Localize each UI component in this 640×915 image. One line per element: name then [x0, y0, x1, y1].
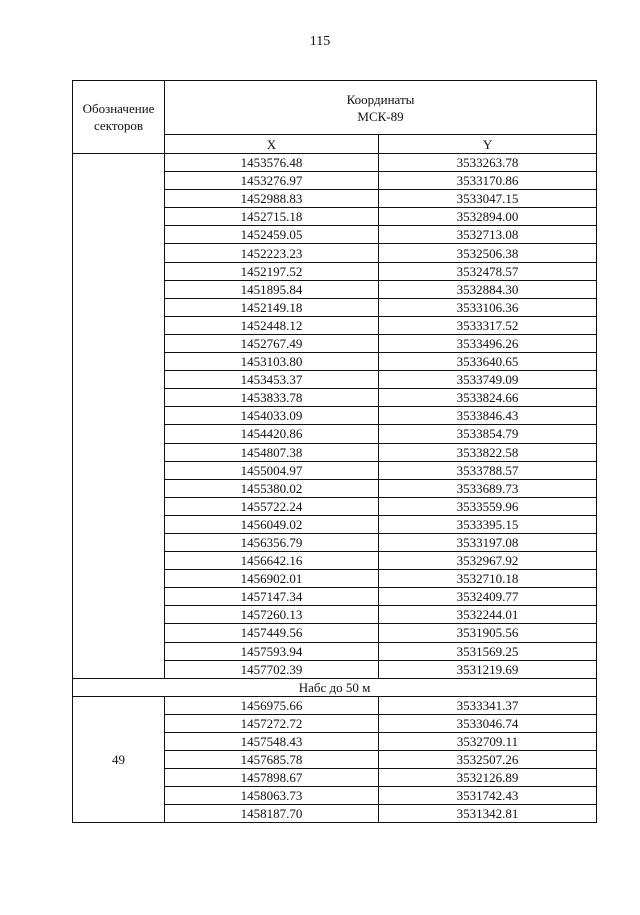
y-cell: 3533317.52 [379, 316, 597, 334]
y-cell: 3531342.81 [379, 805, 597, 823]
y-cell: 3533046.74 [379, 714, 597, 732]
x-cell: 1454033.09 [165, 407, 379, 425]
y-cell: 3532244.01 [379, 606, 597, 624]
page-number: 115 [309, 34, 331, 49]
x-cell: 1457147.34 [165, 588, 379, 606]
x-cell: 1456902.01 [165, 570, 379, 588]
y-cell: 3531905.56 [379, 624, 597, 642]
y-cell: 3533822.58 [379, 443, 597, 461]
coordinate-system: МСК-89 [357, 108, 404, 124]
y-cell: 3532126.89 [379, 769, 597, 787]
x-cell: 1454807.38 [165, 443, 379, 461]
x-cell: 1456642.16 [165, 552, 379, 570]
sector-id: 49 [73, 696, 165, 823]
y-cell: 3531742.43 [379, 787, 597, 805]
x-cell: 1458063.73 [165, 787, 379, 805]
x-cell: 1455722.24 [165, 497, 379, 515]
y-cell: 3532894.00 [379, 208, 597, 226]
x-cell: 1453833.78 [165, 389, 379, 407]
x-cell: 1457260.13 [165, 606, 379, 624]
x-cell: 1453103.80 [165, 353, 379, 371]
y-column-header: Y [379, 135, 597, 154]
x-cell: 1454420.86 [165, 425, 379, 443]
table-row [73, 696, 597, 714]
x-column-header: X [165, 135, 379, 154]
y-cell: 3533854.79 [379, 425, 597, 443]
x-cell: 1452223.23 [165, 244, 379, 262]
x-cell: 1452197.52 [165, 262, 379, 280]
y-cell: 3532709.11 [379, 732, 597, 750]
y-cell: 3532713.08 [379, 226, 597, 244]
x-cell: 1456356.79 [165, 533, 379, 551]
y-cell: 3532409.77 [379, 588, 597, 606]
y-cell: 3533559.96 [379, 497, 597, 515]
y-cell: 3531569.25 [379, 642, 597, 660]
y-cell: 3532710.18 [379, 570, 597, 588]
y-cell: 3533395.15 [379, 515, 597, 533]
y-cell: 3533496.26 [379, 334, 597, 352]
sector-cell-empty [73, 154, 165, 679]
y-cell: 3532506.38 [379, 244, 597, 262]
y-cell: 3533689.73 [379, 479, 597, 497]
x-cell: 1455004.97 [165, 461, 379, 479]
x-cell: 1457898.67 [165, 769, 379, 787]
y-cell: 3532507.26 [379, 751, 597, 769]
y-cell: 3533106.36 [379, 298, 597, 316]
x-cell: 1453576.48 [165, 154, 379, 172]
coordinates-title: Координаты [346, 91, 415, 107]
sector-column-header: Обозначение секторов [73, 81, 165, 154]
x-cell: 1457593.94 [165, 642, 379, 660]
y-cell: 3532478.57 [379, 262, 597, 280]
x-cell: 1456975.66 [165, 696, 379, 714]
x-cell: 1452988.83 [165, 190, 379, 208]
x-cell: 1457702.39 [165, 660, 379, 678]
y-cell: 3533197.08 [379, 533, 597, 551]
x-cell: 1456049.02 [165, 515, 379, 533]
y-cell: 3533341.37 [379, 696, 597, 714]
y-cell: 3532967.92 [379, 552, 597, 570]
y-cell: 3533640.65 [379, 353, 597, 371]
y-cell: 3533788.57 [379, 461, 597, 479]
x-cell: 1457449.56 [165, 624, 379, 642]
depth-note: Набс до 50 м [73, 678, 597, 696]
x-cell: 1452715.18 [165, 208, 379, 226]
coordinates-header [165, 81, 597, 135]
y-cell: 3533170.86 [379, 172, 597, 190]
x-cell: 1452149.18 [165, 298, 379, 316]
top-rows [73, 154, 597, 679]
x-cell: 1457272.72 [165, 714, 379, 732]
x-cell: 1451895.84 [165, 280, 379, 298]
y-cell: 3533047.15 [379, 190, 597, 208]
sector-49-rows [73, 696, 597, 823]
y-cell: 3533824.66 [379, 389, 597, 407]
x-cell: 1455380.02 [165, 479, 379, 497]
y-cell: 3533749.09 [379, 371, 597, 389]
x-cell: 1453453.37 [165, 371, 379, 389]
x-cell: 1457685.78 [165, 751, 379, 769]
coordinates-table [72, 80, 597, 823]
y-cell: 3533846.43 [379, 407, 597, 425]
y-cell: 3533263.78 [379, 154, 597, 172]
x-cell: 1452459.05 [165, 226, 379, 244]
table-row [73, 154, 597, 172]
x-cell: 1452448.12 [165, 316, 379, 334]
x-cell: 1457548.43 [165, 732, 379, 750]
x-cell: 1453276.97 [165, 172, 379, 190]
y-cell: 3532884.30 [379, 280, 597, 298]
x-cell: 1452767.49 [165, 334, 379, 352]
y-cell: 3531219.69 [379, 660, 597, 678]
x-cell: 1458187.70 [165, 805, 379, 823]
